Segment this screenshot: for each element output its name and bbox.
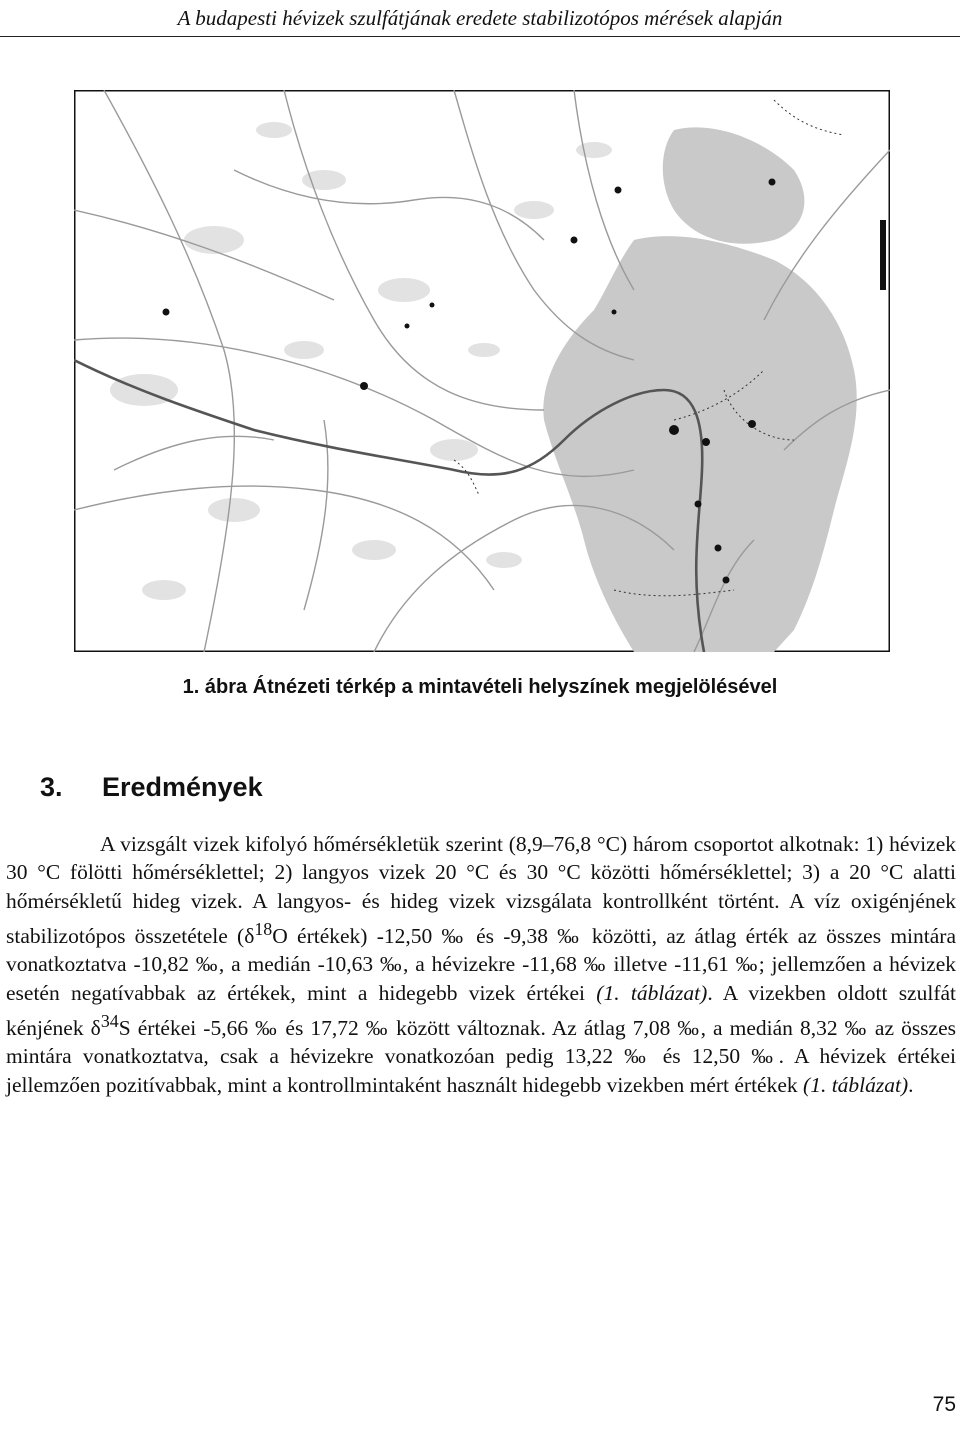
page-number: 75 <box>932 1393 956 1416</box>
results-paragraph <box>6 830 956 1099</box>
text-run: A vizsgált vizek kifolyó hőmérsékletük szerint (8,9–76,8 °C) három csoportot alkotnak: 1) hévizek 30 °C fölötti hőmérséklettel; 2) langyos vizek 20 °C és 30 °C közötti hőmérséklettel; 3) a 20 °C alatti hőmérsékletű hideg vizek. A langyos- és hideg vizek vizsgálata kontrollként történt. A víz oxigénjének stabilizotópos összetétele (δ <box>6 832 956 949</box>
section-title: Eredmények <box>102 772 263 802</box>
header-rule <box>0 36 960 37</box>
table-reference: (1. táblázat) <box>596 980 708 1005</box>
map-edge-mark <box>880 220 886 290</box>
superscript-34: 34 <box>100 1010 119 1031</box>
overview-map-figure <box>74 90 890 652</box>
section-heading <box>40 770 263 804</box>
table-reference: (1. táblázat) <box>803 1072 909 1097</box>
section-number: 3. <box>40 772 63 802</box>
text-run: O értékek) -12,50 ‰ és -9,38 ‰ közötti, az átlag érték az összes mintára vonatkoztatva -10,82 ‰, a medián -10,63 ‰, a hévizekre -11,68 ‰ illetve -11,61 ‰; jellemzően a hévizek esetén negatívabbak az értékek, mint a hidegebb vizek értékei <box>6 924 956 1005</box>
overview-map <box>74 90 890 652</box>
text-run: S értékei -5,66 ‰ és 17,72 ‰ között változnak. Az átlag 7,08 ‰, a medián 8,32 ‰ az összes mintára vonatkoztatva, csak a hévizekre vonatkozóan pedig 13,22 ‰ és 12,50 ‰. A hévizek értékei jellemzően pozitívabbak, mint a kontrollmintaként használt hidegebb vizekben mért értékek <box>6 1016 957 1097</box>
text-run: . <box>908 1072 914 1097</box>
running-header <box>0 0 960 40</box>
figure-caption: 1. ábra Átnézeti térkép a mintavételi helyszínek megjelölésével <box>182 676 778 698</box>
text-run: . A vizekben oldott szulfát kénjének δ <box>6 980 956 1041</box>
body-text <box>6 830 956 1099</box>
running-title: A budapesti hévizek szulfátjának eredete stabilizotópos mérések alapján <box>177 6 783 30</box>
superscript-18: 18 <box>254 918 273 939</box>
